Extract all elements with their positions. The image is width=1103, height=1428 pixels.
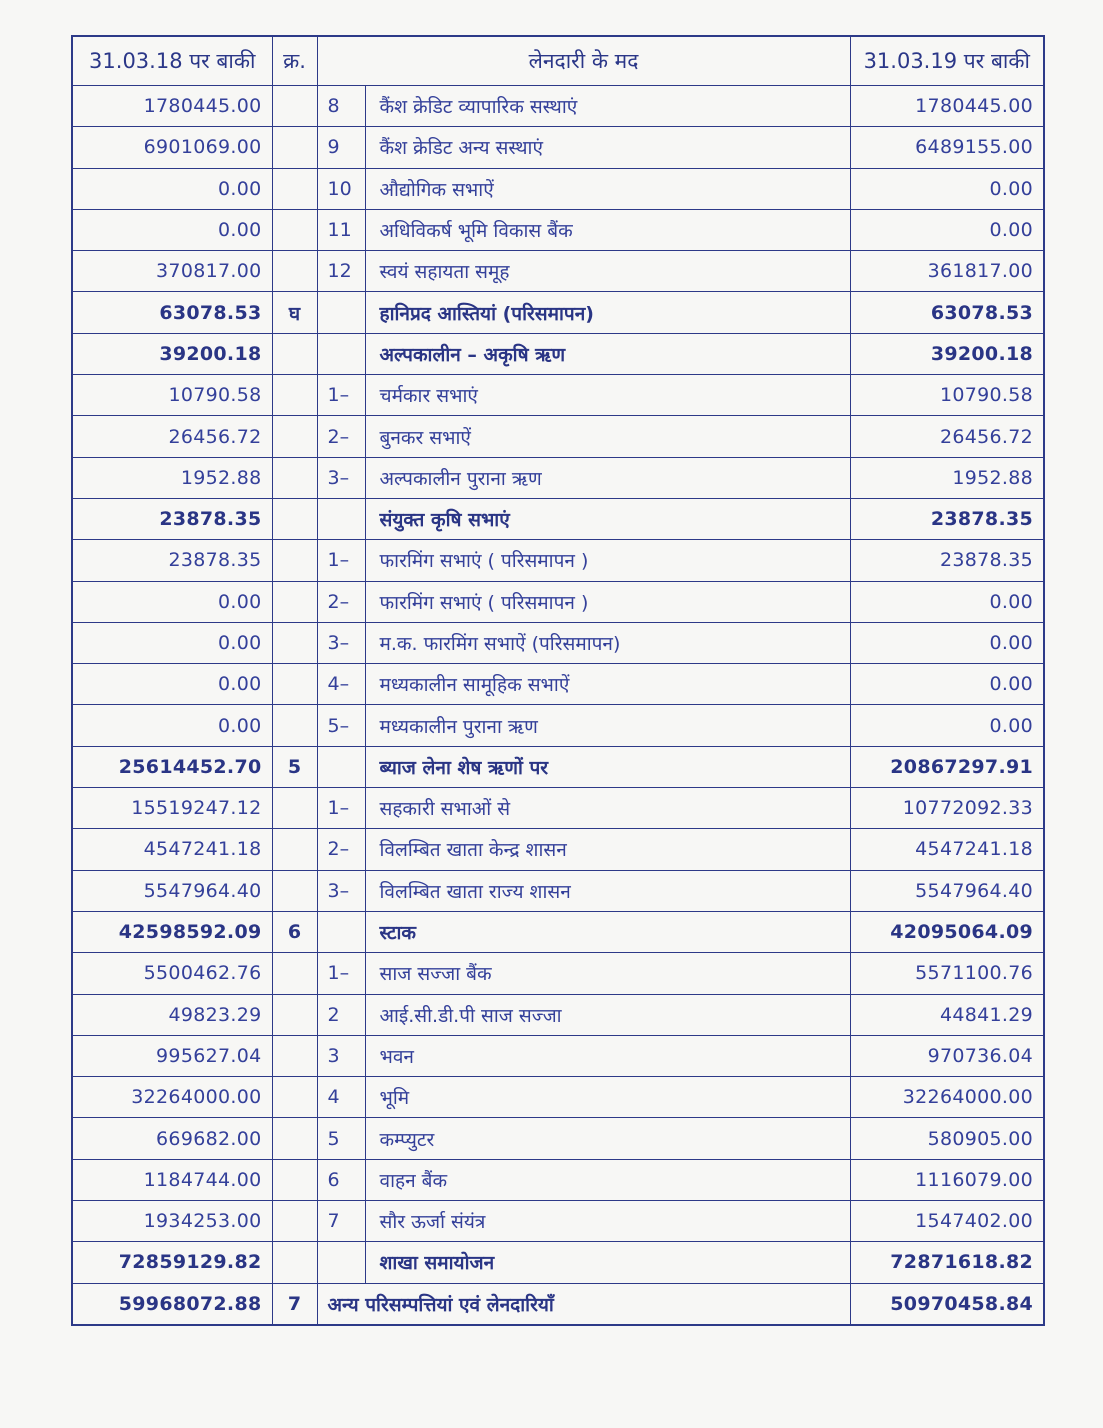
cell-serial: 5 xyxy=(317,1118,365,1159)
cell-prev-balance: 23878.35 xyxy=(72,540,272,581)
cell-curr-balance: 63078.53 xyxy=(850,292,1044,333)
cell-item: कैंश क्रेडिट व्यापारिक सस्थाएं xyxy=(365,86,850,127)
cell-item: चर्मकार सभाएं xyxy=(365,375,850,416)
cell-prev-balance: 995627.04 xyxy=(72,1035,272,1076)
table-row xyxy=(72,127,1044,168)
cell-item: फारमिंग सभाएं ( परिसमापन ) xyxy=(365,581,850,622)
table-row xyxy=(72,1118,1044,1159)
cell-section xyxy=(272,829,317,870)
cell-prev-balance: 26456.72 xyxy=(72,416,272,457)
cell-curr-balance: 970736.04 xyxy=(850,1035,1044,1076)
cell-prev-balance: 72859129.82 xyxy=(72,1242,272,1283)
cell-serial: 2 xyxy=(317,994,365,1035)
cell-section xyxy=(272,788,317,829)
table-row xyxy=(72,829,1044,870)
cell-item: भूमि xyxy=(365,1077,850,1118)
table-row xyxy=(72,953,1044,994)
cell-serial: 3– xyxy=(317,870,365,911)
cell-curr-balance: 6489155.00 xyxy=(850,127,1044,168)
cell-serial: 2– xyxy=(317,416,365,457)
cell-section xyxy=(272,416,317,457)
cell-section xyxy=(272,705,317,746)
cell-item: अल्पकालीन पुराना ऋण xyxy=(365,457,850,498)
cell-curr-balance: 4547241.18 xyxy=(850,829,1044,870)
cell-curr-balance: 1547402.00 xyxy=(850,1201,1044,1242)
cell-serial: 1– xyxy=(317,375,365,416)
cell-serial: 1– xyxy=(317,788,365,829)
cell-curr-balance: 23878.35 xyxy=(850,498,1044,539)
table-row xyxy=(72,168,1044,209)
cell-prev-balance: 63078.53 xyxy=(72,292,272,333)
cell-curr-balance: 5547964.40 xyxy=(850,870,1044,911)
cell-prev-balance: 0.00 xyxy=(72,581,272,622)
cell-section xyxy=(272,994,317,1035)
table-row xyxy=(72,1242,1044,1283)
cell-curr-balance: 0.00 xyxy=(850,168,1044,209)
table-row-total xyxy=(72,1283,1044,1325)
table-row xyxy=(72,664,1044,705)
cell-curr-balance: 1780445.00 xyxy=(850,86,1044,127)
cell-section xyxy=(272,457,317,498)
cell-curr-balance: 42095064.09 xyxy=(850,911,1044,952)
cell-section xyxy=(272,1159,317,1200)
cell-curr-balance: 0.00 xyxy=(850,209,1044,250)
table-row xyxy=(72,457,1044,498)
cell-section xyxy=(272,375,317,416)
cell-curr-balance: 10772092.33 xyxy=(850,788,1044,829)
cell-section: 7 xyxy=(272,1283,317,1325)
cell-serial: 6 xyxy=(317,1159,365,1200)
cell-curr-balance: 26456.72 xyxy=(850,416,1044,457)
cell-prev-balance: 23878.35 xyxy=(72,498,272,539)
cell-curr-balance: 32264000.00 xyxy=(850,1077,1044,1118)
cell-section xyxy=(272,953,317,994)
cell-section xyxy=(272,870,317,911)
cell-serial: 3– xyxy=(317,622,365,663)
table-row xyxy=(72,870,1044,911)
cell-serial xyxy=(317,911,365,952)
col-header-serial: क्र. xyxy=(272,36,317,86)
cell-item: विलम्बित खाता राज्य शासन xyxy=(365,870,850,911)
cell-curr-balance: 361817.00 xyxy=(850,251,1044,292)
cell-serial: 7 xyxy=(317,1201,365,1242)
cell-serial: 1– xyxy=(317,540,365,581)
cell-item: औद्योगिक सभाऐं xyxy=(365,168,850,209)
cell-serial xyxy=(317,333,365,374)
cell-section xyxy=(272,1201,317,1242)
table-row xyxy=(72,251,1044,292)
cell-section: 6 xyxy=(272,911,317,952)
cell-section xyxy=(272,86,317,127)
cell-curr-balance: 0.00 xyxy=(850,664,1044,705)
cell-item: कैंश क्रेडिट अन्य सस्थाएं xyxy=(365,127,850,168)
cell-serial: 1– xyxy=(317,953,365,994)
cell-prev-balance: 0.00 xyxy=(72,168,272,209)
cell-item: अल्पकालीन – अकृषि ऋण xyxy=(365,333,850,374)
cell-curr-balance: 20867297.91 xyxy=(850,746,1044,787)
cell-section: 5 xyxy=(272,746,317,787)
cell-serial: 11 xyxy=(317,209,365,250)
cell-item: साज सज्जा बैंक xyxy=(365,953,850,994)
cell-item: आई.सी.डी.पी साज सज्जा xyxy=(365,994,850,1035)
cell-item: संयुक्त कृषि सभाएं xyxy=(365,498,850,539)
cell-curr-balance: 1952.88 xyxy=(850,457,1044,498)
cell-serial xyxy=(317,1242,365,1283)
cell-section xyxy=(272,1242,317,1283)
cell-item: कम्प्युटर xyxy=(365,1118,850,1159)
cell-prev-balance: 0.00 xyxy=(72,209,272,250)
cell-serial: 2– xyxy=(317,581,365,622)
cell-prev-balance: 5547964.40 xyxy=(72,870,272,911)
cell-prev-balance: 669682.00 xyxy=(72,1118,272,1159)
cell-item: शाखा समायोजन xyxy=(365,1242,850,1283)
cell-curr-balance: 50970458.84 xyxy=(850,1283,1044,1325)
table-row xyxy=(72,788,1044,829)
cell-serial xyxy=(317,292,365,333)
cell-item: मध्यकालीन पुराना ऋण xyxy=(365,705,850,746)
cell-prev-balance: 1934253.00 xyxy=(72,1201,272,1242)
table-row xyxy=(72,705,1044,746)
table-header-row xyxy=(72,36,1044,86)
cell-item: सौर ऊर्जा संयंत्र xyxy=(365,1201,850,1242)
col-header-item: लेनदारी के मद xyxy=(317,36,850,86)
cell-prev-balance: 49823.29 xyxy=(72,994,272,1035)
cell-curr-balance: 72871618.82 xyxy=(850,1242,1044,1283)
cell-serial: 12 xyxy=(317,251,365,292)
cell-section xyxy=(272,1035,317,1076)
cell-section xyxy=(272,1077,317,1118)
cell-prev-balance: 5500462.76 xyxy=(72,953,272,994)
table-row xyxy=(72,1201,1044,1242)
cell-serial: 9 xyxy=(317,127,365,168)
table-row xyxy=(72,622,1044,663)
cell-curr-balance: 1116079.00 xyxy=(850,1159,1044,1200)
ledger-table xyxy=(71,35,1045,1326)
table-row xyxy=(72,540,1044,581)
cell-serial: 5– xyxy=(317,705,365,746)
cell-item: बुनकर सभाऐं xyxy=(365,416,850,457)
cell-serial: 3 xyxy=(317,1035,365,1076)
cell-item: हानिप्रद आस्तियां (परिसमापन) xyxy=(365,292,850,333)
cell-item: भवन xyxy=(365,1035,850,1076)
cell-serial xyxy=(317,498,365,539)
cell-item: विलम्बित खाता केन्द्र शासन xyxy=(365,829,850,870)
cell-item: स्टाक xyxy=(365,911,850,952)
cell-prev-balance: 39200.18 xyxy=(72,333,272,374)
cell-serial: 10 xyxy=(317,168,365,209)
cell-prev-balance: 0.00 xyxy=(72,705,272,746)
cell-curr-balance: 0.00 xyxy=(850,622,1044,663)
cell-serial: 4 xyxy=(317,1077,365,1118)
table-row xyxy=(72,375,1044,416)
cell-curr-balance: 10790.58 xyxy=(850,375,1044,416)
cell-serial: 8 xyxy=(317,86,365,127)
cell-prev-balance: 59968072.88 xyxy=(72,1283,272,1325)
cell-prev-balance: 1780445.00 xyxy=(72,86,272,127)
cell-curr-balance: 39200.18 xyxy=(850,333,1044,374)
cell-prev-balance: 1184744.00 xyxy=(72,1159,272,1200)
table-row xyxy=(72,209,1044,250)
table-row xyxy=(72,1035,1044,1076)
cell-item: सहकारी सभाओं से xyxy=(365,788,850,829)
table-row xyxy=(72,86,1044,127)
cell-section: घ xyxy=(272,292,317,333)
table-row xyxy=(72,911,1044,952)
cell-prev-balance: 10790.58 xyxy=(72,375,272,416)
cell-item: वाहन बैंक xyxy=(365,1159,850,1200)
cell-prev-balance: 6901069.00 xyxy=(72,127,272,168)
col-header-prev-balance: 31.03.18 पर बाकी xyxy=(72,36,272,86)
table-row xyxy=(72,581,1044,622)
cell-prev-balance: 42598592.09 xyxy=(72,911,272,952)
table-row xyxy=(72,498,1044,539)
cell-item: फारमिंग सभाएं ( परिसमापन ) xyxy=(365,540,850,581)
cell-prev-balance: 1952.88 xyxy=(72,457,272,498)
cell-curr-balance: 23878.35 xyxy=(850,540,1044,581)
cell-curr-balance: 580905.00 xyxy=(850,1118,1044,1159)
cell-serial xyxy=(317,746,365,787)
cell-section xyxy=(272,168,317,209)
cell-prev-balance: 15519247.12 xyxy=(72,788,272,829)
cell-section xyxy=(272,127,317,168)
cell-prev-balance: 25614452.70 xyxy=(72,746,272,787)
cell-item: म.क. फारमिंग सभाऐं (परिसमापन) xyxy=(365,622,850,663)
table-row xyxy=(72,333,1044,374)
cell-item: ब्याज लेना शेष ऋणों पर xyxy=(365,746,850,787)
cell-item: स्वयं सहायता समूह xyxy=(365,251,850,292)
cell-item: अधिविकर्ष भूमि विकास बैंक xyxy=(365,209,850,250)
cell-section xyxy=(272,333,317,374)
cell-section xyxy=(272,540,317,581)
table-row xyxy=(72,994,1044,1035)
cell-section xyxy=(272,581,317,622)
cell-section xyxy=(272,209,317,250)
cell-prev-balance: 0.00 xyxy=(72,664,272,705)
cell-section xyxy=(272,498,317,539)
cell-prev-balance: 370817.00 xyxy=(72,251,272,292)
cell-section xyxy=(272,664,317,705)
cell-serial: 4– xyxy=(317,664,365,705)
cell-curr-balance: 0.00 xyxy=(850,581,1044,622)
cell-section xyxy=(272,622,317,663)
col-header-curr-balance: 31.03.19 पर बाकी xyxy=(850,36,1044,86)
table-row xyxy=(72,292,1044,333)
cell-prev-balance: 4547241.18 xyxy=(72,829,272,870)
table-row xyxy=(72,1159,1044,1200)
cell-section xyxy=(272,1118,317,1159)
cell-serial: 3– xyxy=(317,457,365,498)
cell-item: अन्य परिसम्पत्तियां एवं लेनदारियाँ xyxy=(317,1283,850,1325)
table-row xyxy=(72,746,1044,787)
table-row xyxy=(72,416,1044,457)
cell-curr-balance: 44841.29 xyxy=(850,994,1044,1035)
cell-curr-balance: 5571100.76 xyxy=(850,953,1044,994)
cell-prev-balance: 32264000.00 xyxy=(72,1077,272,1118)
cell-serial: 2– xyxy=(317,829,365,870)
cell-curr-balance: 0.00 xyxy=(850,705,1044,746)
cell-prev-balance: 0.00 xyxy=(72,622,272,663)
table-row xyxy=(72,1077,1044,1118)
cell-section xyxy=(272,251,317,292)
cell-item: मध्यकालीन सामूहिक सभाऐं xyxy=(365,664,850,705)
